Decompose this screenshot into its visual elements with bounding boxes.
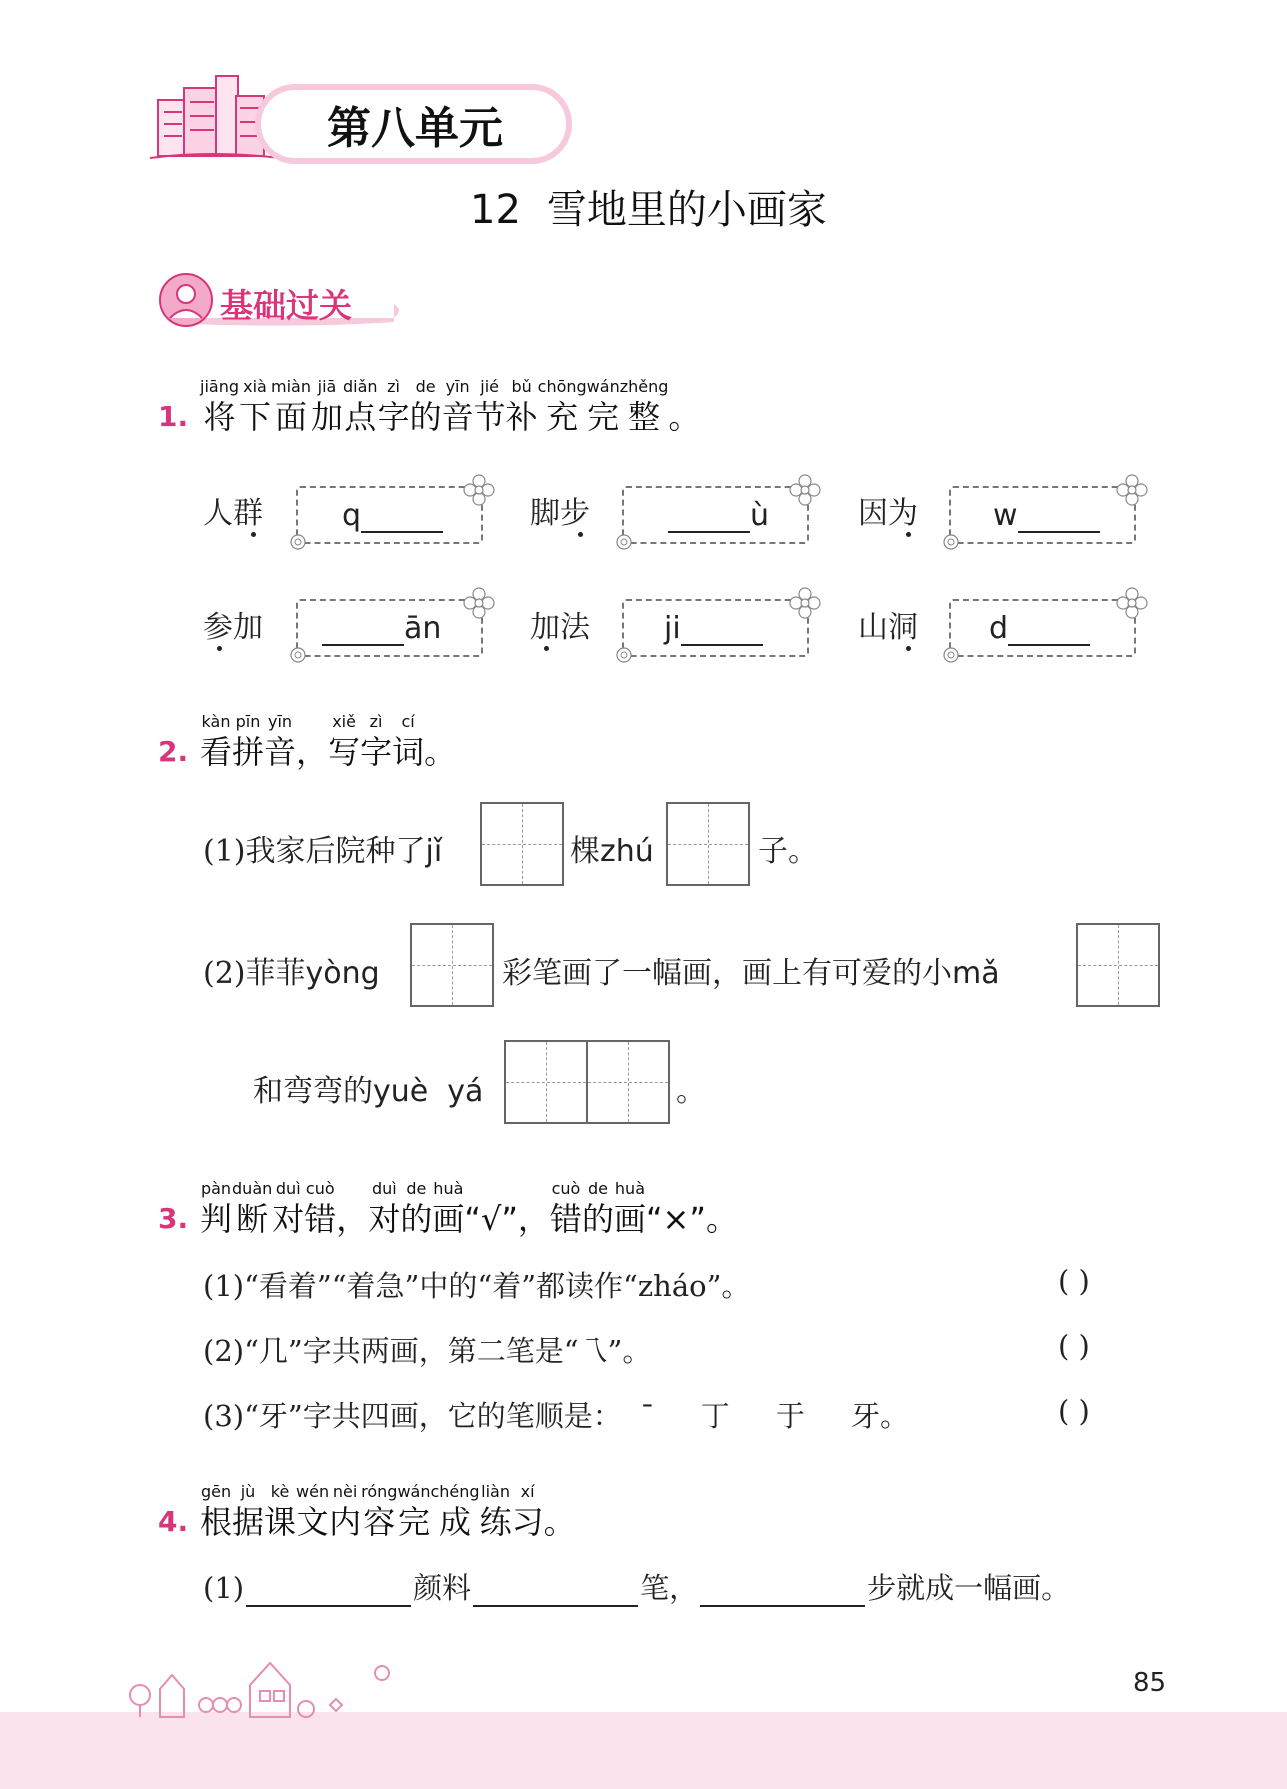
section-badge bbox=[158, 272, 403, 330]
q3-instruction-char: “√”， bbox=[464, 1200, 550, 1238]
q1-instruction-char: 。 bbox=[668, 398, 701, 436]
knot-icon bbox=[614, 532, 634, 552]
q1-answer-box-4[interactable]: ān bbox=[296, 599, 483, 657]
q1-instruction-char: zì 字 bbox=[377, 377, 410, 436]
q2-instruction-char: zì 字 bbox=[360, 712, 393, 771]
q1-instruction-char: jiā 加 bbox=[311, 377, 344, 436]
q4-instruction-char: xí 习 bbox=[511, 1482, 544, 1541]
q3-instruction-char: pàn 判 bbox=[200, 1179, 233, 1238]
q1-word-5: 加法 bbox=[530, 602, 590, 646]
q4-instruction-char: gēn 根 bbox=[200, 1482, 233, 1541]
knot-icon bbox=[614, 645, 634, 665]
knot-icon bbox=[941, 645, 961, 665]
flower-icon bbox=[463, 474, 495, 506]
q1-answer-box-6[interactable]: d bbox=[949, 599, 1136, 657]
q1-instruction bbox=[200, 376, 700, 436]
q2-sentence-3-end: 。 bbox=[676, 1074, 706, 1109]
q1-instruction-char: jié 节 bbox=[473, 377, 506, 436]
section-label: 基础过关 bbox=[220, 286, 352, 325]
q2-instruction-char: 。 bbox=[424, 733, 457, 771]
q3-instruction-char: cuò 错 bbox=[549, 1179, 582, 1238]
q3-item-1: (1)“看着”“着急”中的“着”都读作“zháo”。 bbox=[203, 1269, 751, 1303]
flower-icon bbox=[1116, 474, 1148, 506]
q4-instruction-char: kè 课 bbox=[264, 1482, 297, 1541]
q1-instruction-char: jiāng 将 bbox=[200, 377, 239, 436]
footer-house-illustration bbox=[120, 1645, 400, 1720]
lesson-title bbox=[470, 178, 827, 235]
footer-band bbox=[0, 1712, 1287, 1789]
q3-instruction-char: huà 画 bbox=[613, 1179, 646, 1238]
q1-instruction-char: xià 下 bbox=[239, 377, 272, 436]
q2-instruction-char: kàn 看 bbox=[200, 712, 233, 771]
unit-title: 第八单元 bbox=[327, 103, 503, 154]
q2-sentence-1-mid: 棵zhú bbox=[570, 834, 654, 869]
q3-instruction bbox=[200, 1178, 738, 1238]
q4-instruction-char: chéng 成 bbox=[430, 1482, 480, 1541]
q4-number: 4. bbox=[158, 1505, 189, 1538]
q3-answer-2[interactable]: ( ) bbox=[1058, 1329, 1090, 1363]
q3-instruction-char: “×”。 bbox=[645, 1200, 738, 1238]
q2-number: 2. bbox=[158, 735, 189, 768]
q1-instruction-char: zhěng 整 bbox=[619, 377, 669, 436]
flower-icon bbox=[1116, 587, 1148, 619]
q4-instruction bbox=[200, 1481, 576, 1541]
q1-instruction-char: wán 完 bbox=[586, 377, 620, 436]
q4-instruction-char: 。 bbox=[543, 1503, 576, 1541]
q4-instruction-char: róng 容 bbox=[361, 1482, 398, 1541]
q3-instruction-char: cuò 错 bbox=[304, 1179, 337, 1238]
q3-instruction-char: duàn 断 bbox=[232, 1179, 273, 1238]
q3-answer-3[interactable]: ( ) bbox=[1058, 1394, 1090, 1428]
q4-instruction-char: jù 据 bbox=[232, 1482, 265, 1541]
q1-word-2: 脚步 bbox=[530, 488, 590, 532]
q1-instruction-char: yīn 音 bbox=[441, 377, 474, 436]
q3-item-2: (2)“几”字共两画，第二笔是“乁”。 bbox=[203, 1334, 652, 1368]
q2-instruction-char: ， bbox=[296, 733, 329, 771]
q2-instruction-char: cí 词 bbox=[392, 712, 425, 771]
q4-instruction-char: liàn 练 bbox=[479, 1482, 512, 1541]
q2-instruction-char: xiě 写 bbox=[328, 712, 361, 771]
q2-writing-box-5[interactable] bbox=[504, 1040, 588, 1124]
q3-instruction-char: ， bbox=[336, 1200, 369, 1238]
flower-icon bbox=[463, 587, 495, 619]
q2-instruction bbox=[200, 711, 456, 771]
q2-instruction-char: yīn 音 bbox=[264, 712, 297, 771]
q1-word-3: 因为 bbox=[858, 488, 918, 532]
q3-instruction-char: duì 对 bbox=[272, 1179, 305, 1238]
q3-instruction-char: de 的 bbox=[400, 1179, 433, 1238]
q4-blank-1[interactable] bbox=[246, 1577, 411, 1607]
q2-writing-box-1[interactable] bbox=[480, 802, 564, 886]
unit-banner bbox=[150, 70, 565, 162]
q2-writing-box-3[interactable] bbox=[410, 923, 494, 1007]
q4-instruction-char: wán 完 bbox=[397, 1482, 431, 1541]
flower-icon bbox=[789, 587, 821, 619]
q1-instruction-char: chōng 充 bbox=[537, 377, 587, 436]
q1-word-6: 山洞 bbox=[858, 602, 918, 646]
flower-icon bbox=[789, 474, 821, 506]
q3-answer-1[interactable]: ( ) bbox=[1058, 1264, 1090, 1298]
q4-instruction-char: nèi 内 bbox=[329, 1482, 362, 1541]
knot-icon bbox=[288, 645, 308, 665]
knot-icon bbox=[288, 532, 308, 552]
q2-writing-box-2[interactable] bbox=[666, 802, 750, 886]
q1-word-4: 参加 bbox=[203, 602, 263, 646]
q2-writing-box-6[interactable] bbox=[586, 1040, 670, 1124]
q1-instruction-char: de 的 bbox=[409, 377, 442, 436]
q2-sentence-2-mid: 彩笔画了一幅画，画上有可爱的小mǎ bbox=[502, 956, 1000, 991]
q4-instruction-char: wén 文 bbox=[296, 1482, 330, 1541]
q4-item-1: (1) 颜料 笔， 步就成一幅画。 bbox=[203, 1571, 1071, 1605]
q2-sentence-3: 和弯弯的yuè yá bbox=[253, 1074, 484, 1109]
knot-icon bbox=[941, 532, 961, 552]
q3-instruction-char: duì 对 bbox=[368, 1179, 401, 1238]
q4-blank-2[interactable] bbox=[473, 1577, 638, 1607]
q3-number: 3. bbox=[158, 1202, 189, 1235]
q1-answer-box-5[interactable]: ji bbox=[622, 599, 809, 657]
q1-instruction-char: diǎn 点 bbox=[343, 377, 378, 436]
q1-answer-box-3[interactable]: w bbox=[949, 486, 1136, 544]
page-number: 85 bbox=[1133, 1668, 1167, 1698]
q2-sentence-2: (2)菲菲yòng bbox=[203, 956, 380, 991]
q2-instruction-char: pīn 拼 bbox=[232, 712, 265, 771]
q1-number: 1. bbox=[158, 400, 189, 433]
q2-sentence-1-end: 子。 bbox=[758, 834, 818, 869]
q1-answer-box-1[interactable]: q bbox=[296, 486, 483, 544]
q3-instruction-char: huà 画 bbox=[432, 1179, 465, 1238]
q3-instruction-char: de 的 bbox=[581, 1179, 614, 1238]
lesson-name: 雪地里的小画家 bbox=[546, 187, 827, 233]
q2-writing-box-4[interactable] bbox=[1076, 923, 1160, 1007]
q1-instruction-char: miàn 面 bbox=[271, 377, 311, 436]
q2-sentence-1: (1)我家后院种了jǐ bbox=[203, 834, 443, 869]
q4-blank-3[interactable] bbox=[700, 1577, 865, 1607]
lesson-number: 12 bbox=[470, 187, 521, 233]
q3-item-3: (3)“牙”字共四画，它的笔顺是： ˉ 丁 于 牙。 bbox=[203, 1399, 909, 1433]
q1-instruction-char: bǔ 补 bbox=[505, 377, 538, 436]
q1-word-1: 人群 bbox=[203, 488, 263, 532]
q1-answer-box-2[interactable]: ù bbox=[622, 486, 809, 544]
